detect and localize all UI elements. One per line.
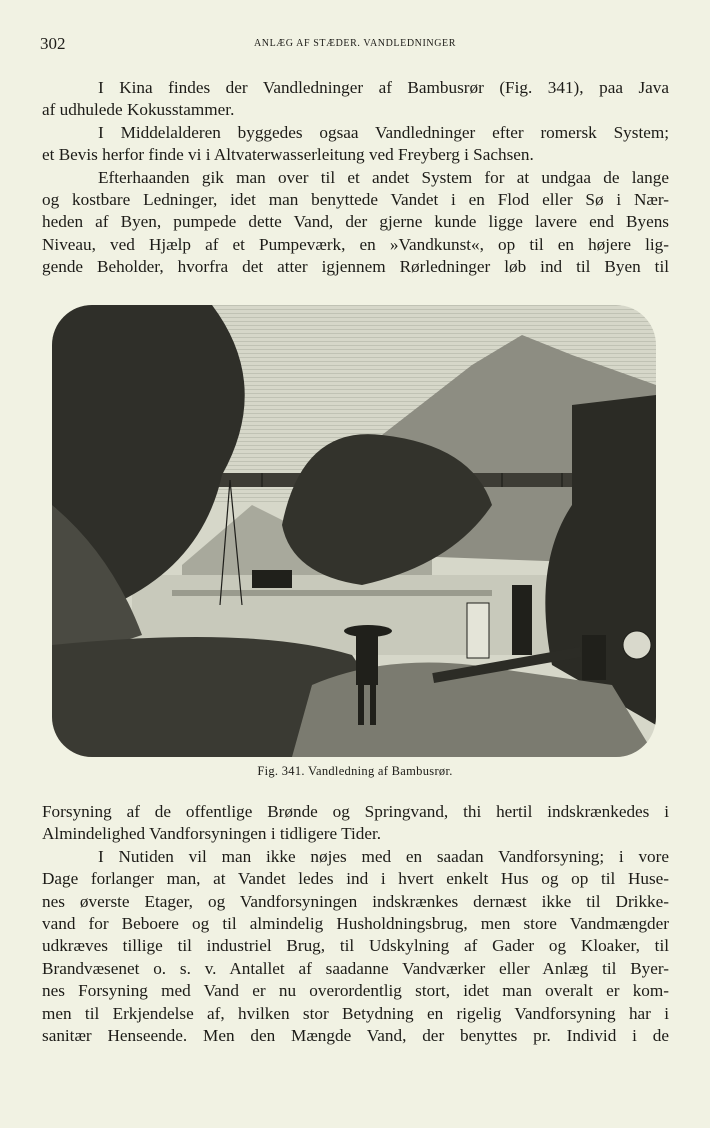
text-line: Brandvæsenet o. s. v. Antallet af saadanne Vandværker eller Anlæg til Byer- — [42, 958, 669, 978]
text-line: vand for Beboere og til almindelig Husholdningsbrug, men store Vandmængder — [42, 913, 669, 933]
figure-caption: Fig. 341. Vandledning af Bambusrør. — [257, 764, 453, 778]
text-line: af udhulede Kokusstammer. — [42, 100, 235, 120]
page-header — [40, 34, 670, 56]
text-line: et Bevis herfor finde vi i Altvaterwasserleitung ved Freyberg i Sachsen. — [42, 145, 534, 165]
text-line: I Kina findes der Vandledninger af Bambusrør (Fig. 341), paa Java — [98, 78, 669, 97]
text-line: Niveau, ved Hjælp af et Pumpeværk, en »Vandkunst«, op til en højere lig- — [42, 234, 669, 254]
text-line: Forsyning af de offentlige Brønde og Springvand, thi hertil indskrænkedes i — [42, 802, 669, 821]
text-line: nes øverste Etager, og Vandforsyningen indskrænkes dernæst ikke til Drikke- — [42, 891, 669, 911]
running-title: ANLÆG AF STÆDER. VANDLEDNINGER — [253, 38, 457, 49]
text-line: og kostbare Ledninger, idet man benyttede Vandet i en Flod eller Sø i Nær- — [42, 189, 669, 209]
bamboo-aqueduct-illustration — [52, 305, 656, 757]
page-number: 302 — [40, 34, 66, 53]
top-text — [42, 77, 669, 279]
text-line: sanitær Henseende. Men den Mængde Vand, der benyttes pr. Individ i de — [42, 1025, 669, 1045]
text-line: gende Beholder, hvorfra det atter igjennem Rørledninger løb ind til Byen til — [42, 257, 669, 277]
text-line: Almindelighed Vandforsyningen i tidligere Tider. — [42, 824, 382, 844]
text-line: Efterhaanden gik man over til et andet System for at undgaa de lange — [98, 167, 669, 187]
text-line: men til Erkjendelse af, hvilken stor Betydning en rigelig Vandforsyning har i — [42, 1003, 669, 1023]
text-line: udkræves tillige til industriel Brug, til Udskylning af Gader og Kloaker, til — [42, 936, 669, 956]
text-line: nes Forsyning med Vand er nu overordentlig stort, idet man overalt er kom- — [42, 981, 669, 1001]
bottom-text — [42, 801, 669, 1047]
text-line: heden af Byen, pumpede dette Vand, der gjerne kunde ligge lavere end Byens — [42, 212, 669, 232]
text-line: Dage forlanger man, at Vandet ledes ind i hvert enkelt Hus og op til Huse- — [42, 869, 669, 889]
text-line: I Nutiden vil man ikke nøjes med en saadan Vandforsyning; i vore — [98, 846, 669, 866]
text-line: I Middelalderen byggedes ogsaa Vandledninger efter romersk System; — [98, 122, 669, 142]
